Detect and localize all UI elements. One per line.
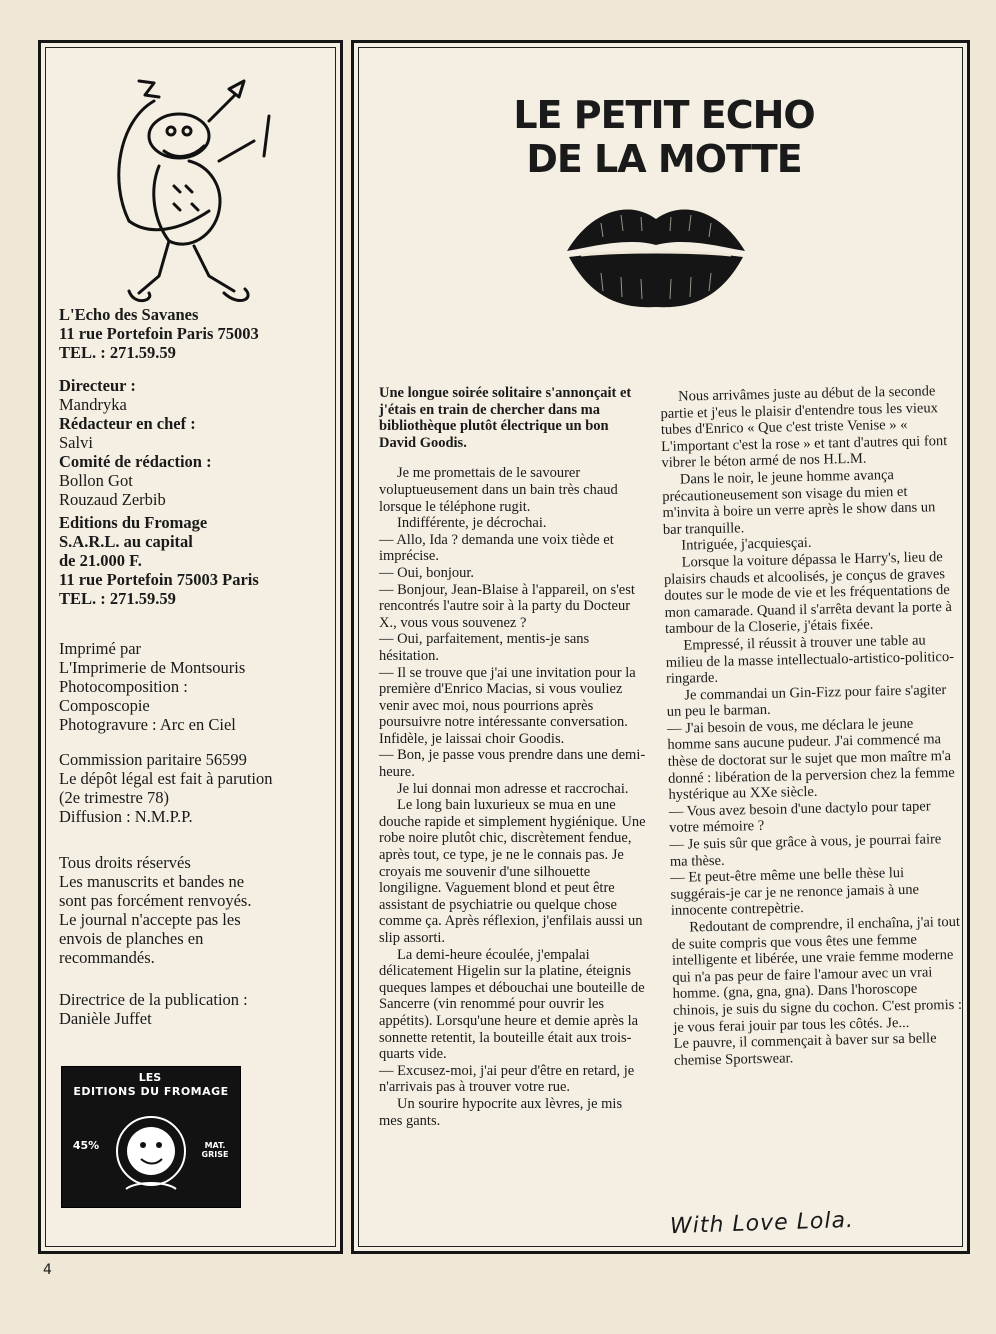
legal-line: Diffusion : N.M.P.P.: [59, 807, 193, 826]
staff-role: Rédacteur en chef :: [59, 414, 196, 433]
article-panel: [351, 40, 970, 1254]
article-paragraph: La demi-heure écoulée, j'empalai délicatement Higelin sur la platine, éteignis queques lampes et débouchai une bouteille de Sancerre (vin renommé pour ouvrir les appétits). Lorsqu'une heure et demie après la sonnette retentit, la bouteille était aux trois-quarts vide.: [379, 946, 645, 1063]
article-paragraph: — Excusez-moi, j'ai peur d'être en retard, je n'arrivais pas à trouver votre rue.: [379, 1062, 635, 1096]
publication-director: [59, 990, 329, 1028]
staff-list: [59, 376, 329, 509]
staff-name: Bollon Got: [59, 471, 133, 490]
article-paragraph: Empressé, il réussit à trouver une table au milieu de la masse intellectualo-artistico-politico-ringarde.: [665, 632, 955, 688]
staff-name: Rouzaud Zerbib: [59, 490, 166, 509]
logo-text-percent: 45%: [72, 1139, 100, 1152]
address-line: TEL. : 271.59.59: [59, 343, 176, 362]
article-paragraph: Dans le noir, le jeune homme avança précautioneusement son visage du mien et m'invita à boire un verre après le show dans un bar tranquille.: [662, 467, 936, 538]
article-column-right: [660, 383, 964, 1069]
publisher-line: Editions du Fromage: [59, 513, 208, 532]
address-line: 11 rue Portefoin Paris 75003: [59, 324, 259, 343]
article-paragraph: — Je suis sûr que grâce à vous, je pourrai faire ma thèse.: [669, 831, 942, 870]
article-paragraph: — Bonjour, Jean-Blaise à l'appareil, on s'est rencontrés l'autre soir à la party du Docteur X., vous vous souvenez ?: [379, 581, 635, 631]
publisher-line: S.A.R.L. au capital: [59, 532, 193, 551]
article-paragraph: — Oui, bonjour.: [379, 564, 475, 581]
rights-line: Le journal n'accepte pas les: [59, 910, 241, 929]
director-line: Danièle Juffet: [59, 1009, 152, 1028]
rights-notice: [59, 853, 329, 967]
article-paragraph: — J'ai besoin de vous, me déclara le jeune homme sans aucune pudeur. J'ai commencé ma thèse de doctorat sur le sujet que mon maître m'a donné : libération de la perversion chez la femme hystérique au XXe siècle.: [666, 715, 955, 804]
editions-du-fromage-logo: [61, 1066, 241, 1208]
article-paragraph: Je commandai un Gin-Fizz pour faire s'agiter un peu le barman.: [666, 681, 947, 721]
article-paragraph: Intriguée, j'acquiesçai.: [681, 535, 812, 554]
article-paragraph: Le pauvre, il commençait à baver sur sa belle chemise Sportswear.: [673, 1030, 937, 1069]
page-number: 4: [43, 1262, 52, 1278]
handwritten-signature: With Love Lola.: [669, 1207, 855, 1240]
printing-info: [59, 639, 329, 734]
printing-line: Photocomposition :: [59, 677, 188, 696]
article-paragraph: — Il se trouve que j'ai une invitation pour la première d'Enrico Macias, si vous vouliez venir avec moi, nous pourrions après poursuivre notre intéressante conversation.: [379, 664, 636, 731]
publisher-line: TEL. : 271.59.59: [59, 589, 176, 608]
publisher-line: de 21.000 F.: [59, 551, 142, 570]
director-line: Directrice de la publication :: [59, 990, 248, 1009]
article-paragraph: Indifférente, je décrochai.: [397, 515, 547, 532]
rights-line: recommandés.: [59, 948, 155, 967]
article-paragraph: Lorsque la voiture dépassa le Harry's, lieu de plaisirs chauds et alcoolisés, je conçus de graves doutes sur le mode de vie et les fréquentations de mon camarade. Quand il s'arrêta devant la porte à tambour de la Closerie, j'étais fixée.: [663, 549, 953, 638]
staff-name: Salvi: [59, 433, 93, 452]
article-paragraph: — Bon, je passe vous prendre dans une demi-heure.: [379, 747, 646, 781]
printing-line: L'Imprimerie de Montsouris: [59, 658, 246, 677]
article-intro: Une longue soirée solitaire s'annonçait et j'étais en train de chercher dans ma bibliothèque plutôt électrique un bon David Goodis.: [379, 385, 632, 451]
article-paragraph: — Oui, parfaitement, mentis-je sans hésitation.: [379, 631, 590, 664]
rights-line: Les manuscrits et bandes ne: [59, 872, 245, 891]
publisher-line: 11 rue Portefoin 75003 Paris: [59, 570, 259, 589]
title-line: LE PETIT ECHO: [513, 93, 815, 137]
article-paragraph: Redoutant de comprendre, il enchaîna, j'ai tout de suite compris que vous êtes une femme intelligente et libérée, une vraie femme moderne qui n'a pas peur de faire l'amour avec un vrai homme. (gna, gna, gna). Dans l'horoscope chinois, je suis du signe du cochon. C'est promis : je vous ferai jouir par tous les côtés. Je...: [671, 913, 963, 1036]
legal-line: Le dépôt légal est fait à parution: [59, 769, 273, 788]
staff-role: Directeur :: [59, 376, 136, 395]
printing-line: Photogravure : Arc en Ciel: [59, 715, 236, 734]
printing-line: Imprimé par: [59, 639, 142, 658]
legal-info: [59, 750, 329, 826]
archer-cartoon-illustration: [59, 61, 279, 316]
staff-name: Mandryka: [59, 395, 127, 414]
logo-text-middle: EDITIONS DU FROMAGE: [73, 1085, 229, 1098]
cheese-mascot-icon: [106, 1105, 196, 1201]
article-paragraph: Le long bain luxurieux se mua en une douche rapide et simplement hygiénique. Une robe noire plutôt chic, discrètement fendue, après tout, ce type, je ne le connais pas. Je croyais me souvenir d'une silhouette longiligne. Vaguement blond et peut être assistant de psychiatrie ou quelque chose comme ça. Après réflexion, j'enfilais aussi un slip assorti.: [379, 797, 646, 946]
rights-line: sont pas forcément renvoyés.: [59, 891, 252, 910]
title-line: DE LA MOTTE: [526, 137, 802, 181]
rights-line: envois de planches en: [59, 929, 204, 948]
article-paragraph: — Vous avez besoin d'une dactylo pour taper votre mémoire ?: [668, 798, 931, 837]
address-line: L'Echo des Savanes: [59, 305, 199, 324]
article-column-left: [379, 385, 647, 1129]
article-paragraph: — Et peut-être même une belle thèse lui suggérais-je car je ne renonce jamais à une innocente contrepètrie.: [670, 865, 920, 920]
lips-print-image: [561, 193, 751, 313]
printing-line: Composcopie: [59, 696, 150, 715]
logo-text-top: LES: [138, 1071, 162, 1084]
staff-role: Comité de rédaction :: [59, 452, 212, 471]
article-paragraph: Un sourire hypocrite aux lèvres, je mis mes gants.: [379, 1095, 623, 1129]
article-paragraph: Je me promettais de le savourer voluptueusement dans un bain très chaud lorsque le téléphone rugit.: [379, 465, 618, 515]
logo-text-fat: MAT. GRISE: [201, 1141, 229, 1159]
legal-line: (2e trimestre 78): [59, 788, 169, 807]
article-title: [474, 93, 854, 181]
legal-line: Commission paritaire 56599: [59, 750, 247, 769]
article-paragraph: Nous arrivâmes juste au début de la seconde partie et j'eus le plaisir d'entendre tous les vieux tubes d'Enrico « Que c'est triste Venise » « L'important c'est la rose » et tant d'autres qui font vibrer le béton armé de nos H.L.M.: [660, 383, 948, 472]
publisher-info: [59, 513, 329, 608]
article-paragraph: Je lui donnai mon adresse et raccrochai.: [397, 780, 629, 797]
rights-line: Tous droits réservés: [59, 853, 191, 872]
article-paragraph: Infidèle, je laissai choir Goodis.: [379, 730, 565, 747]
article-paragraph: — Allo, Ida ? demanda une voix tiède et imprécise.: [379, 531, 614, 565]
colophon-panel: [38, 40, 343, 1254]
magazine-address: [59, 305, 329, 362]
